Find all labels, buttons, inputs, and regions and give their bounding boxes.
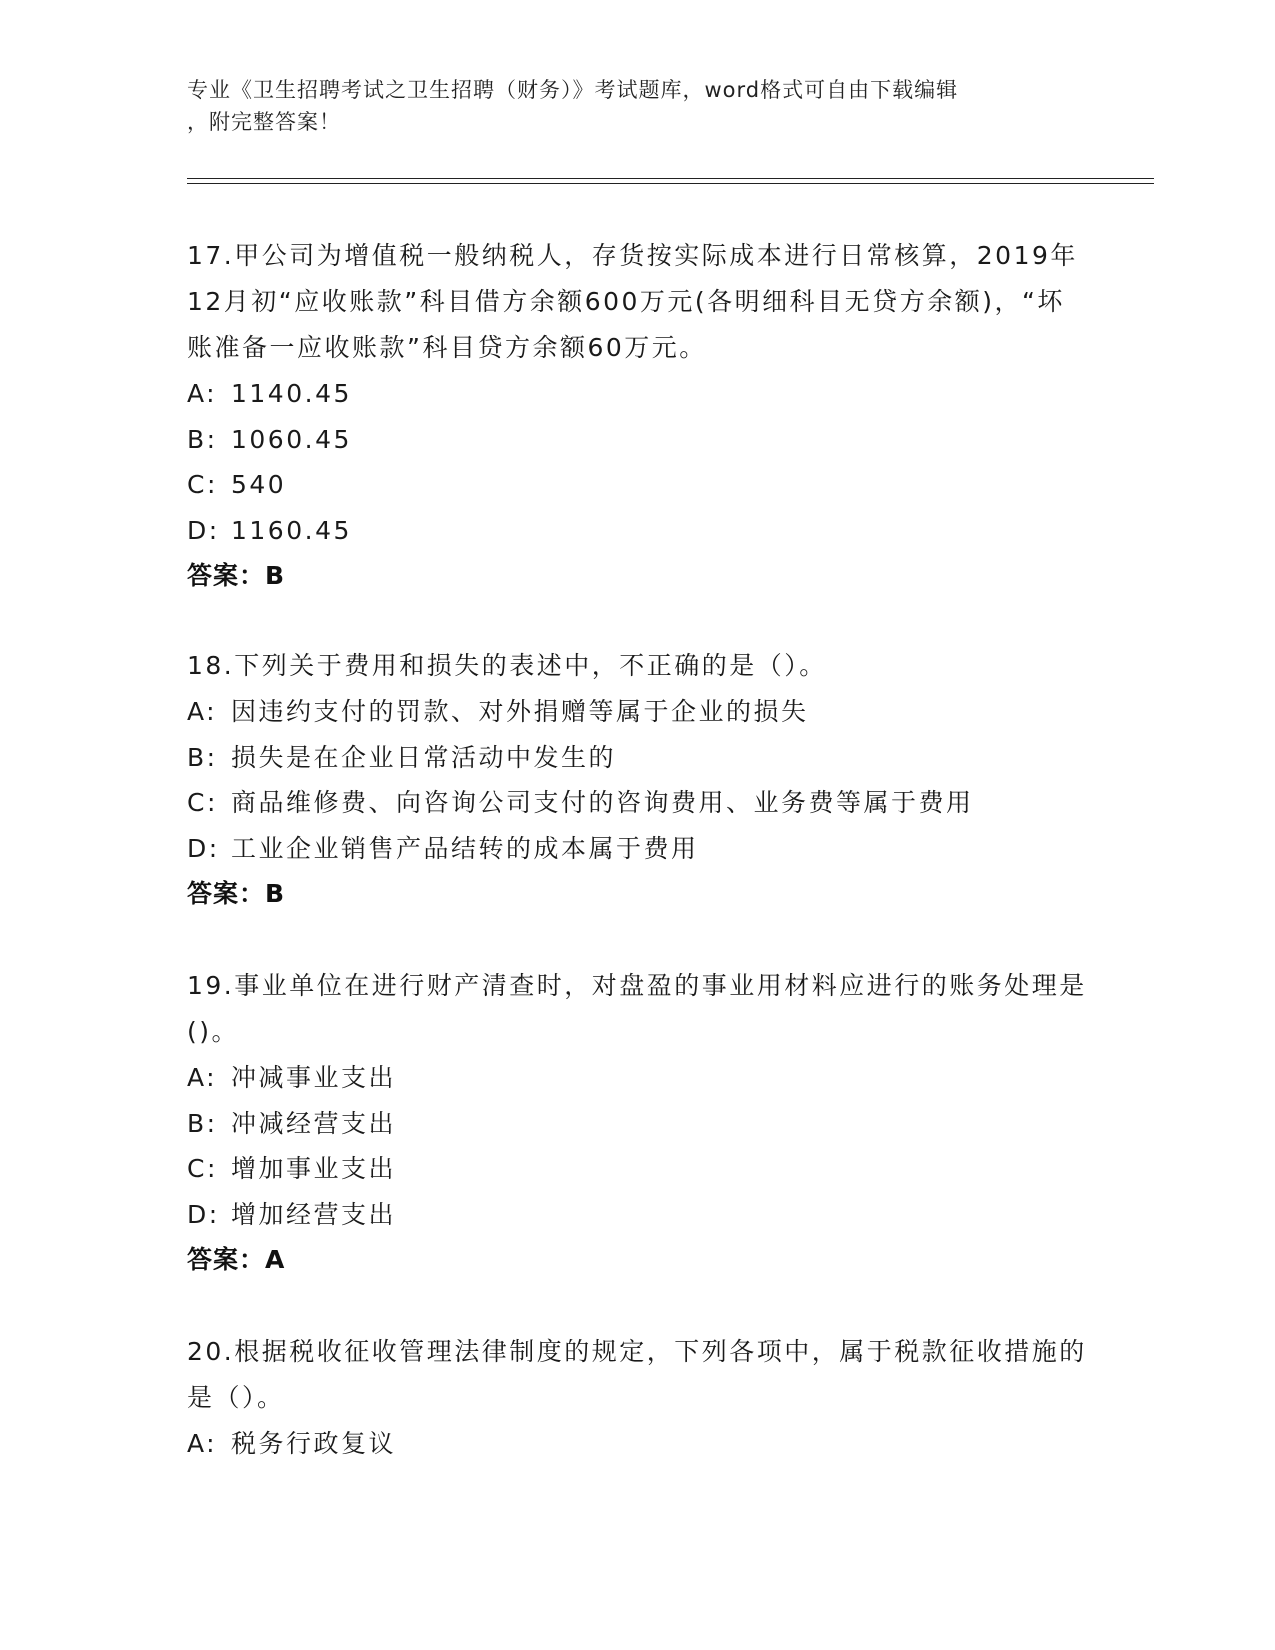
question-20 bbox=[187, 1329, 1087, 1467]
option-text: 增加事业支出 bbox=[231, 1154, 397, 1183]
option-text: 540 bbox=[231, 470, 287, 499]
document-header bbox=[187, 74, 1077, 138]
option-text: 损失是在企业日常活动中发生的 bbox=[231, 742, 617, 772]
option-a bbox=[187, 1055, 1087, 1101]
option-d bbox=[187, 826, 1087, 872]
header-line-1: 专业《卫生招聘考试之卫生招聘（财务）》考试题库，word格式可自由下载编辑 bbox=[187, 78, 959, 102]
option-a bbox=[187, 689, 1087, 735]
option-label: A: bbox=[187, 1063, 218, 1092]
option-label: A: bbox=[187, 697, 218, 726]
option-c bbox=[187, 462, 1087, 508]
option-d bbox=[187, 508, 1087, 554]
option-label: D: bbox=[187, 833, 220, 863]
header-line-2: ，附完整答案！ bbox=[187, 110, 341, 134]
option-label: B: bbox=[187, 742, 218, 772]
question-17 bbox=[187, 233, 1087, 599]
answer: 答案：B bbox=[187, 561, 286, 590]
option-c bbox=[187, 1146, 1087, 1192]
option-b bbox=[187, 1101, 1087, 1147]
option-c bbox=[187, 780, 1087, 826]
option-label: C: bbox=[187, 470, 218, 499]
option-text: 1160.45 bbox=[231, 515, 352, 545]
option-text: 冲减经营支出 bbox=[231, 1108, 397, 1138]
question-19 bbox=[187, 963, 1087, 1283]
option-text: 增加经营支出 bbox=[231, 1199, 397, 1229]
option-text: 因违约支付的罚款、对外捐赠等属于企业的损失 bbox=[231, 697, 809, 726]
option-text: 冲减事业支出 bbox=[231, 1063, 397, 1092]
option-text: 1140.45 bbox=[231, 379, 352, 408]
question-stem: 19.事业单位在进行财产清查时，对盘盈的事业用材料应进行的账务处理是()。 bbox=[187, 971, 1087, 1046]
header-divider-top bbox=[187, 178, 1154, 179]
option-label: D: bbox=[187, 515, 220, 545]
option-b bbox=[187, 735, 1087, 781]
question-18 bbox=[187, 643, 1087, 917]
answer: 答案：B bbox=[187, 879, 286, 908]
option-label: C: bbox=[187, 1154, 218, 1183]
option-text: 税务行政复议 bbox=[231, 1429, 397, 1458]
option-label: A: bbox=[187, 1429, 218, 1458]
question-stem: 20.根据税收征收管理法律制度的规定，下列各项中，属于税款征收措施的是（）。 bbox=[187, 1337, 1087, 1412]
answer: 答案：A bbox=[187, 1245, 286, 1274]
header-divider-bottom bbox=[187, 183, 1154, 184]
option-d bbox=[187, 1192, 1087, 1238]
option-a bbox=[187, 371, 1087, 417]
option-b bbox=[187, 417, 1087, 463]
option-text: 商品维修费、向咨询公司支付的咨询费用、业务费等属于费用 bbox=[231, 788, 974, 817]
question-stem: 18.下列关于费用和损失的表述中，不正确的是（）。 bbox=[187, 651, 827, 680]
option-label: A: bbox=[187, 379, 218, 408]
option-text: 工业企业销售产品结转的成本属于费用 bbox=[231, 833, 699, 863]
option-label: D: bbox=[187, 1199, 220, 1229]
option-a bbox=[187, 1421, 1087, 1467]
option-text: 1060.45 bbox=[231, 424, 352, 454]
option-label: C: bbox=[187, 788, 218, 817]
option-label: B: bbox=[187, 424, 218, 454]
question-stem: 17.甲公司为增值税一般纳税人，存货按实际成本进行日常核算，2019年12月初“应收账款”科目借方余额600万元(各明细科目无贷方余额)，“坏账准备一应收账款”科目贷方余额60万元。 bbox=[187, 241, 1078, 362]
option-label: B: bbox=[187, 1108, 218, 1138]
